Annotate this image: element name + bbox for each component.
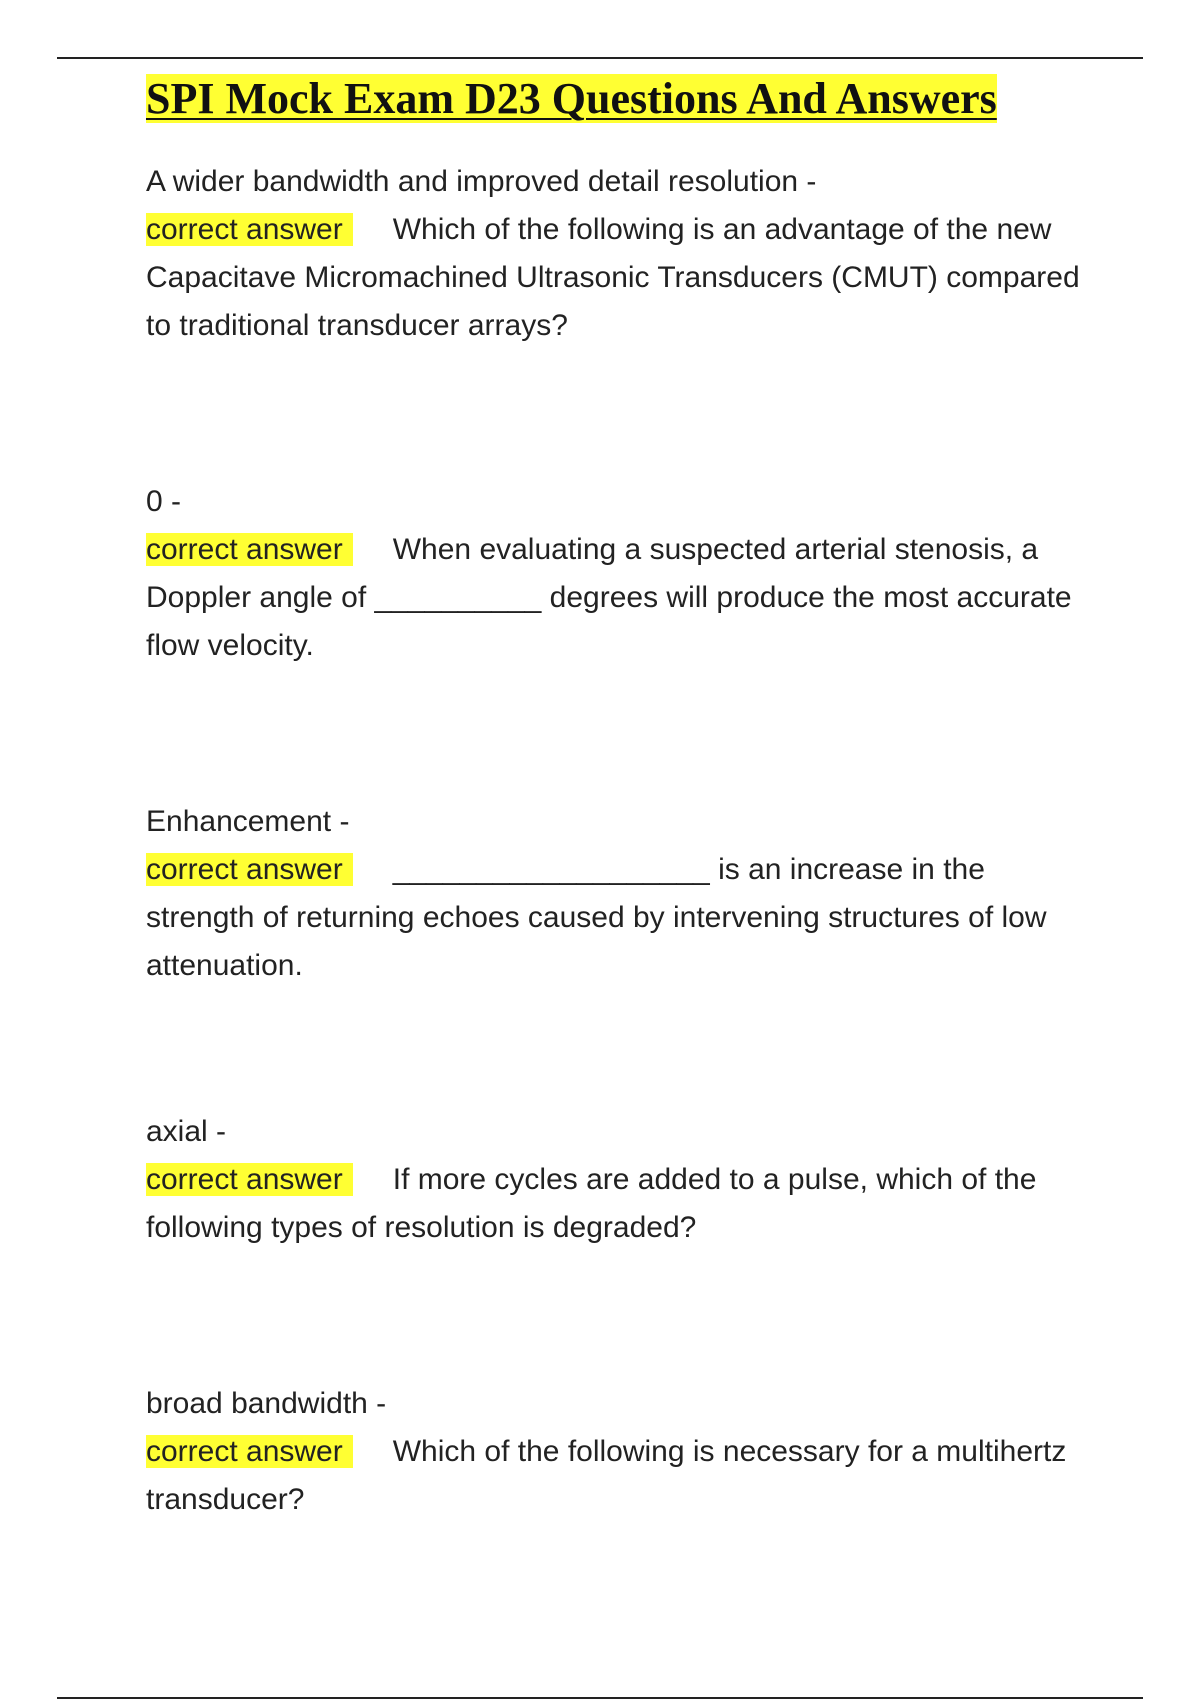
question-text: If more cycles are added to a pulse, which of the following types of resolution is degraded? [146,1163,1045,1244]
answer-text: broad bandwidth - [146,1387,387,1420]
correct-answer-label: correct answer [146,1163,353,1196]
answer-text: axial - [146,1115,227,1148]
document-title [146,70,1086,128]
qa-item [146,1380,1086,1524]
question-text: When evaluating a suspected arterial stenosis, a Doppler angle of __________ degrees will produce the most accurate flow velocity. [146,533,1080,662]
qa-item [146,798,1086,990]
correct-answer-label: correct answer [146,853,353,886]
correct-answer-label: correct answer [146,1435,353,1468]
question-text: ___________________ is an increase in the strength of returning echoes caused by intervening structures of low attenuation. [146,853,1055,982]
footer-rule [57,1697,1143,1699]
document-title-text: SPI Mock Exam D23 Questions And Answers [146,74,997,123]
answer-text: A wider bandwidth and improved detail resolution - [146,165,817,198]
qa-item [146,478,1086,670]
document-body [146,70,1086,1524]
header-rule [57,57,1143,59]
qa-item [146,1108,1086,1252]
correct-answer-label: correct answer [146,533,353,566]
question-text: Which of the following is necessary for a multihertz transducer? [146,1435,1075,1516]
answer-text: 0 - [146,485,182,518]
qa-item [146,158,1086,350]
answer-text: Enhancement - [146,805,350,838]
qa-list [146,158,1086,1524]
question-text: Which of the following is an advantage of the new Capacitave Micromachined Ultrasonic Transducers (CMUT) compared to traditional transducer arrays? [146,213,1088,342]
correct-answer-label: correct answer [146,213,353,246]
